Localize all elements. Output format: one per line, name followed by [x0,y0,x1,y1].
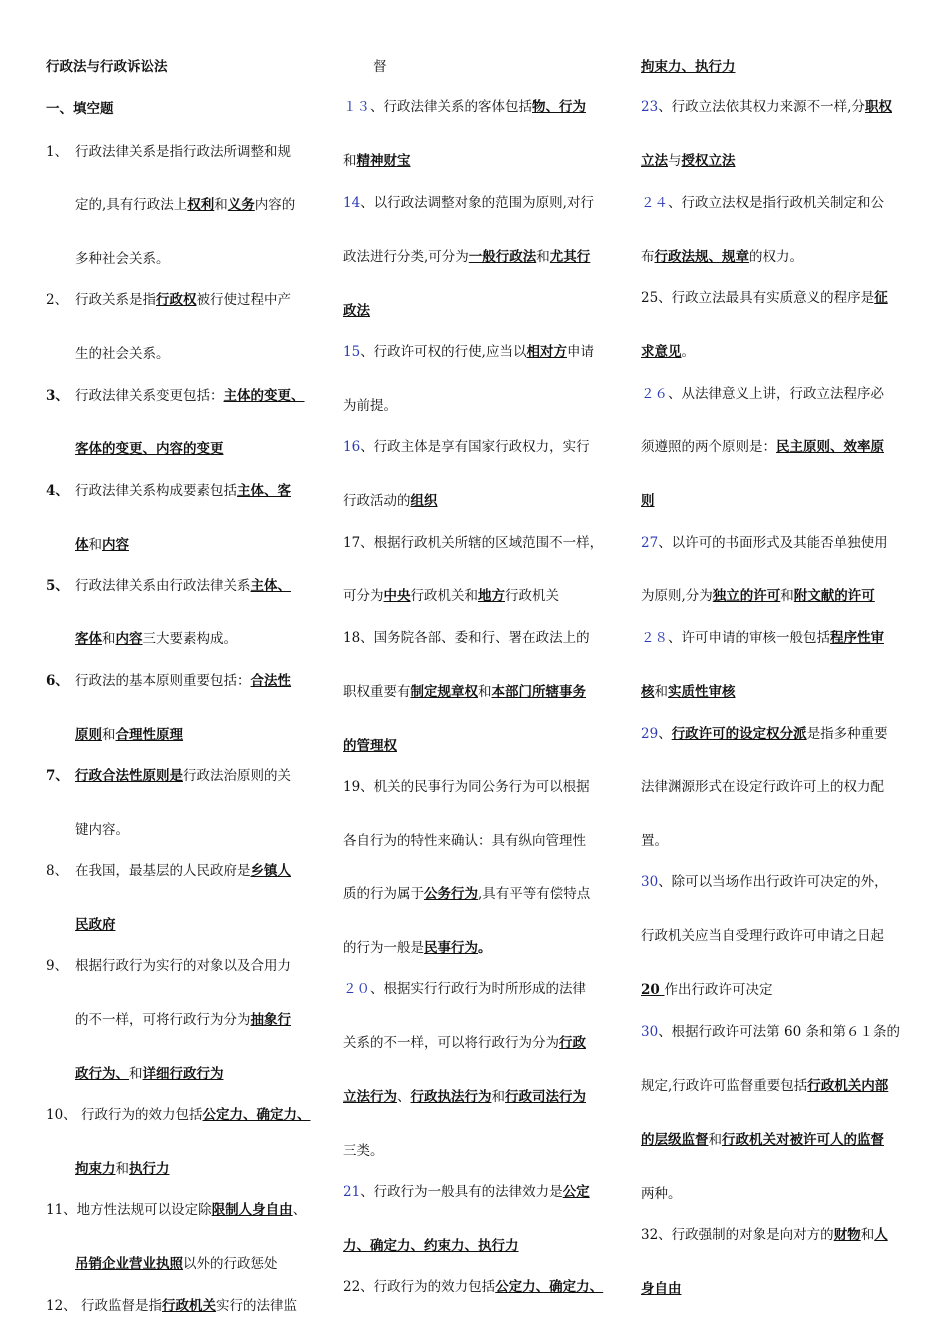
answer-text: 行政司法行为 [505,1089,586,1105]
answer-text: 政法 [343,303,370,319]
text-run: 14 [343,195,361,211]
text-run: 的行为一般是 [343,940,424,956]
text-run: 10、 行政行为的效力包括 [46,1107,203,1123]
answer-text: 立法行为 [343,1089,397,1105]
text-run: 18、国务院各部、委和行、署在政法上的 [343,630,590,646]
answer-text: 民主原则、效率原 [776,439,884,455]
answer-text: 的管理权 [343,738,397,754]
text-run: ,具有平等有偿特点 [478,886,591,902]
text-run: 、行政立法权是指行政机关制定和公 [668,195,884,211]
text-run: 在我国，最基层的人民政府是 [75,863,251,879]
answer-text: 拘束力、执行力 [641,59,736,75]
text-run: 规定,行政许可监督重要包括 [641,1078,808,1094]
text-run: 、 [397,1089,411,1105]
answer-text: 行政许可的设定权分派 [671,726,807,742]
item-number: 3、 [46,388,69,404]
text-run: 职权重要有 [343,684,411,700]
text-run: 多种社会关系。 [75,251,170,267]
answer-text: 行政权 [156,292,197,308]
text-run: 两种。 [641,1186,682,1202]
answer-text: 主体、 [250,578,291,594]
text-run: 实行的法律监 [215,1298,297,1314]
answer-text: 政行为、 [75,1066,129,1082]
answer-text: 详细行政行为 [142,1066,224,1082]
text-run: 定的,具有行政法上 [75,197,188,213]
answer-text: 本部门所辖事务 [491,684,586,700]
answer-text: 物、行为 [532,99,586,115]
text-run: 关系的不一样，可以将行政行为分为 [343,1035,559,1051]
answer-text: 人 [874,1227,888,1243]
text-run: 、 [658,726,672,742]
text-run: １３ [343,99,370,115]
text-run: 和 [491,1089,505,1105]
answer-text: 组织 [410,493,438,509]
answer-text: 地方 [478,588,505,604]
answer-text: 公定 [562,1184,590,1200]
text-run: 16 [343,439,361,455]
text-run: 申请 [566,344,594,360]
answer-text: 财物 [833,1227,861,1243]
text-run: 和 [536,249,550,265]
answer-text: 实质性审核 [668,684,736,700]
text-run: 和 [102,727,116,743]
text-run: 、 [292,1202,307,1218]
text-run: 行政法律关系是指行政法所调整和规 [75,144,291,160]
answer-text: 20 [641,982,665,998]
text-run: 行政法律关系变更包括： [75,388,224,404]
answer-text: 权利 [187,197,215,213]
answer-text: 乡镇人 [250,863,291,879]
text-run: 一、填空题 [46,101,114,117]
answer-text: 民政府 [75,917,116,933]
item-number: 4、 [46,483,69,499]
answer-text: 抽象行 [250,1012,291,1028]
text-run: 27 [641,535,659,551]
text-run: 行政法律关系由行政法律关系 [75,578,251,594]
text-run: 、行政许可权的行使,应当以 [360,344,527,360]
text-run: 内容的 [254,197,296,213]
answer-text: 制定规章权 [410,684,478,700]
text-run: 被行使过程中产 [196,292,291,308]
answer-text: 公定力、确定力、 [202,1107,311,1123]
text-run: 和 [343,153,357,169]
text-run: 、除可以当场作出行政许可决定的外， [658,874,888,890]
text-run: 作出行政许可决定 [664,982,773,998]
text-run: ２８ [641,630,668,646]
text-run: 的权力。 [749,249,803,265]
text-run: 和 [860,1227,875,1243]
text-run: 和 [214,197,228,213]
answer-text: 求意见 [641,344,682,360]
text-run: 质的行为属于 [343,886,424,902]
text-run: 生的社会关系。 [75,346,170,362]
text-run: 行政活动的 [343,493,411,509]
answer-text: 义务 [227,197,255,213]
answer-text: 合理性原理 [115,727,183,743]
text-run: 键内容。 [75,822,129,838]
answer-text: 中央 [383,588,411,604]
answer-text: 授权立法 [681,153,736,169]
text-run: 29 [641,726,659,742]
item-number: 9、 [46,958,69,974]
text-run: 置。 [641,833,668,849]
text-run: 25、行政立法最具有实质意义的程序是 [641,290,875,306]
text-run: 为前提。 [343,398,397,414]
text-run: 。 [478,940,492,956]
answer-text: 行政 [559,1035,586,1051]
text-run: 行政机关和 [410,588,478,604]
answer-text: 吊销企业营业执照 [75,1256,183,1272]
text-run: 22、行政行为的效力包括 [343,1279,496,1295]
text-run: 行政法的基本原则重要包括： [75,673,251,689]
text-run: 行政关系是指 [75,292,156,308]
answer-text: 主体的变更、 [223,388,305,404]
answer-text: 职权 [864,99,892,115]
text-run: 督 [373,59,387,75]
text-run: 可分为 [343,588,384,604]
text-run: 为原则,分为 [641,588,713,604]
answer-text: 原则 [75,727,102,743]
text-run: 30 [641,1024,659,1040]
text-run: 和 [88,537,102,553]
text-run: 、根据行政许可法第 60 条和第６１条的 [658,1024,900,1040]
text-run: 政法进行分类,可分为 [343,249,469,265]
text-run: 和 [478,684,492,700]
answer-text: 一般行政法 [468,249,537,265]
text-run: 的不一样，可将行政行为分为 [75,1012,251,1028]
text-run: 和 [654,684,668,700]
answer-text: 客体的变更、内容的变更 [75,441,224,457]
text-run: 法律渊源形式在设定行政许可上的权力配 [641,779,884,795]
item-number: 2、 [46,292,69,308]
answer-text: 合法性 [250,673,291,689]
text-run: 与 [668,153,682,169]
text-run: 30 [641,874,659,890]
answer-text: 民事行为 [424,940,478,956]
text-run: ２６ [641,386,668,402]
text-run: 各自行为的特性来确认：具有纵向管理性 [343,833,586,849]
item-number: 1、 [46,144,69,160]
text-run: 根据行政行为实行的对象以及合用力 [75,958,291,974]
text-run: 12、 行政监督是指 [46,1298,162,1314]
answer-text: 公定力、确定力、 [495,1279,604,1295]
text-run: 布 [641,249,655,265]
answer-text: 立法 [641,153,668,169]
text-run: 和 [102,631,116,647]
text-run: 和 [708,1132,722,1148]
text-run: 和 [129,1066,143,1082]
text-run: ２４ [641,195,668,211]
text-run: 和 [115,1161,129,1177]
text-run: 行政机关应当自受理行政许可申请之日起 [641,928,884,944]
answer-text: 尤其行 [549,249,591,265]
item-number: 7、 [46,768,69,784]
text-run: ２０ [343,981,370,997]
answer-text: 行政机关对被许可人的监督 [722,1132,884,1148]
text-run: 、许可申请的审核一般包括 [668,630,830,646]
text-run: 、行政法律关系的客体包括 [370,99,532,115]
answer-text: 附文献的许可 [793,588,875,604]
text-run: 21 [343,1184,361,1200]
answer-text: 行政机关 [161,1298,216,1314]
text-run: 和 [780,588,794,604]
answer-text: 相对方 [526,344,567,360]
answer-text: 征 [874,290,888,306]
item-number: 6、 [46,673,69,689]
answer-text: 的层级监督 [641,1132,709,1148]
text-run: 11、地方性法规可以设定除 [46,1202,212,1218]
text-run: 。 [681,344,695,360]
text-run: 须遵照的两个原则是： [641,439,776,455]
text-run: 15 [343,344,361,360]
text-run: 17、根据行政机关所辖的区域范围不一样， [343,535,604,551]
answer-text: 内容 [102,537,129,553]
text-run: 、以许可的书面形式及其能否单独使用 [658,535,888,551]
text-run: 23 [641,99,659,115]
item-number: 5、 [46,578,69,594]
answer-text: 体 [75,537,89,553]
text-run: 、行政行为一般具有的法律效力是 [360,1184,563,1200]
answer-text: 精神财宝 [356,153,411,169]
answer-text: 则 [641,493,655,509]
answer-text: 独立的许可 [712,588,781,604]
text-run: 32、行政强制的对象是向对方的 [641,1227,834,1243]
answer-text: 执行力 [129,1161,170,1177]
answer-text: 主体、客 [237,483,291,499]
text-run: 行政法治原则的关 [183,768,291,784]
item-number: 8、 [46,863,69,879]
answer-text: 行政合法性原则是 [75,768,183,784]
text-run: 行政法与行政诉讼法 [46,59,168,75]
answer-text: 行政法规、规章 [654,249,749,265]
text-run: 、行政主体是享有国家行政权力，实行 [360,439,590,455]
text-run: 、根据实行行政行为时所形成的法律 [370,981,586,997]
text-run: 行政机关 [505,588,559,604]
text-run: 、以行政法调整对象的范围为原则,对行 [360,195,594,211]
answer-text: 客体 [75,631,102,647]
answer-text: 限制人身自由 [211,1202,293,1218]
answer-text: 公务行为 [424,886,478,902]
answer-text: 内容 [115,631,143,647]
answer-text: 行政执法行为 [410,1089,492,1105]
text-run: 行政法律关系构成要素包括 [75,483,237,499]
text-run: 是指多种重要 [806,726,888,742]
answer-text: 核 [641,684,655,700]
text-run: 19、机关的民事行为同公务行为可以根据 [343,779,590,795]
answer-text: 程序性审 [830,630,884,646]
answer-text: 身自由 [641,1281,682,1297]
text-run: 三大要素构成。 [142,631,237,647]
text-run: 以外的行政惩处 [183,1256,278,1272]
text-run: 、从法律意义上讲，行政立法程序必 [668,386,884,402]
text-run: 、行政立法依其权力来源不一样,分 [658,99,865,115]
answer-text: 拘束力 [75,1161,116,1177]
text-run: 三类。 [343,1143,384,1159]
answer-text: 行政机关内部 [807,1078,889,1094]
answer-text: 力、确定力、约束力、执行力 [343,1238,519,1254]
